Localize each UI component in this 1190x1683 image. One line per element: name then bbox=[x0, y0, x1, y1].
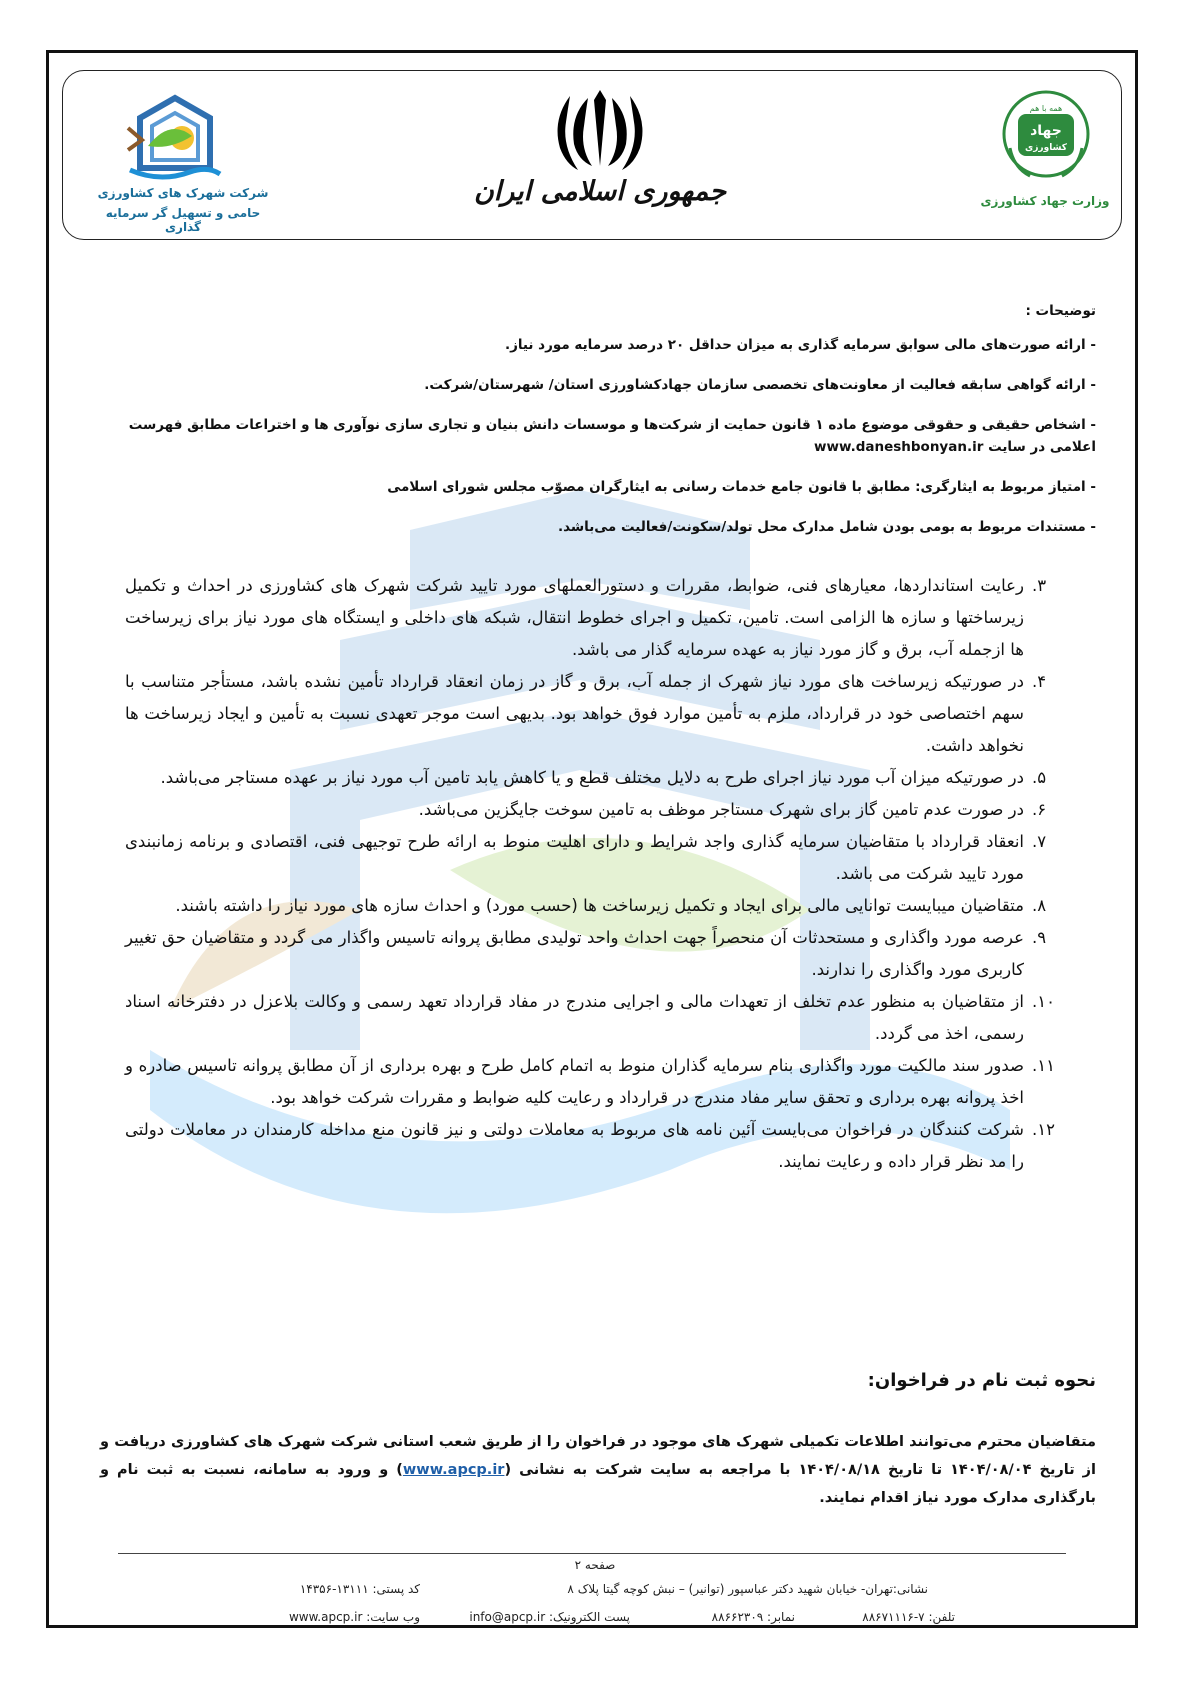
list-item bbox=[125, 922, 1080, 986]
item-text: انعقاد قرارداد با متقاضیان سرمایه گذاری واجد شرایط و دارای اهلیت منوط به ارائه طرح توجیهی فنی، اقتصادی و برنامه زمانبندی مورد تایید شرکت می باشد. bbox=[125, 832, 1024, 883]
notes-line: - امتیاز مربوط به ایثارگری: مطابق با قانون جامع خدمات رسانی به ایثارگران مصوّب مجلس شورای اسلامی bbox=[387, 479, 1096, 495]
svg-text:همه با هم: همه با هم bbox=[1029, 104, 1063, 113]
notes-line: - ارائه گواهی سابقه فعالیت از معاونت‌های تخصصی سازمان جهادکشاورزی استان/ شهرستان/شرکت. bbox=[424, 377, 1096, 393]
right-org-name: وزارت جهاد کشاورزی bbox=[980, 194, 1110, 208]
footer-phone: تلفن: ۷-۸۸۶۷۱۱۱۶ bbox=[862, 1610, 955, 1624]
item-text: شرکت کنندگان در فراخوان می‌بایست آئین نامه های مربوط به معاملات دولتی و نیز قانون منع مداخله کارمندان در معاملات دولتی را مد نظر قرار داده و رعایت نمایند. bbox=[125, 1120, 1024, 1171]
registration-heading: نحوه ثبت نام در فراخوان: bbox=[867, 1370, 1096, 1391]
svg-text:جهاد: جهاد bbox=[1030, 123, 1062, 139]
registration-text bbox=[100, 1428, 1096, 1512]
notes-line: - اشخاص حقیقی و حقوقی موضوع ماده ۱ قانون حمایت از شرکت‌ها و موسسات دانش بنیان و تجاری سازی نوآوری ها و اختراعات مطابق فهرست اعلامی در سایت www.daneshbonyan.ir bbox=[128, 417, 1096, 455]
notes-line: - ارائه صورت‌های مالی سوابق سرمایه گذاری به میزان حداقل ۲۰ درصد سرمایه مورد نیاز. bbox=[504, 337, 1096, 353]
iran-emblem-icon bbox=[548, 86, 652, 174]
item-text: عرصه مورد واگذاری و مستحدثات آن منحصراً جهت احداث واحد تولیدی مطابق پروانه تاسیس واگذار می گردد و متقاضیان حق تغییر کاربری مورد واگذاری را ندارند. bbox=[125, 928, 1024, 979]
page-number: صفحه ۲ bbox=[574, 1558, 616, 1572]
item-number: ۱۰. bbox=[1032, 992, 1055, 1011]
item-text: صدور سند مالکیت مورد واگذاری بنام سرمایه گذاران منوط به اتمام کامل طرح و بهره برداری از آن مطابق پروانه تاسیس صادره و اخذ پروانه بهره برداری و تحقق سایر مفاد مندرج در قرارداد و رعایت کلیه ضوابط و مقررات شرکت خواهد بود. bbox=[125, 1056, 1024, 1107]
item-text: متقاضیان میبایست توانایی مالی برای ایجاد و تکمیل زیرساخت ها (حسب مورد) و احداث سازه های مورد نیاز را داشته باشند. bbox=[175, 896, 1024, 915]
notes-heading: توضیحات : bbox=[1025, 303, 1096, 319]
item-number: ۶. bbox=[1032, 800, 1047, 819]
list-item bbox=[125, 1050, 1080, 1114]
footer-divider bbox=[118, 1553, 1066, 1554]
registration-text-end: ) و ورود به سامانه، نسبت به ثبت نام و بارگذاری مدارک مورد نیاز اقدام نمایند. bbox=[100, 1462, 1096, 1506]
item-number: ۱۲. bbox=[1032, 1120, 1055, 1139]
svg-text:کشاورزی: کشاورزی bbox=[1025, 143, 1067, 153]
website-link[interactable]: www.apcp.ir bbox=[402, 1462, 505, 1478]
item-text: رعایت استانداردها، معیارهای فنی، ضوابط، مقررات و دستورالعملهای مورد تایید شرکت شهرک های کشاورزی در احداث و تکمیل زیرساختها و سازه ها الزامی است. تامین، تکمیل و اجرای خطوط انتقال، شبکه های داخلی و ایستگاه های مورد نیاز برای زیرساخت ها ازجمله آب، برق و گاز مورد نیاز به عهده سرمایه گذار می باشد. bbox=[125, 576, 1024, 659]
agricultural-parks-logo-icon bbox=[120, 88, 230, 183]
list-item bbox=[125, 826, 1080, 890]
item-text: در صورتیکه میزان آب مورد نیاز اجرای طرح به دلایل مختلف قطع و یا کاهش یابد تامین آب مورد نیاز بر عهده مستاجر می‌باشد. bbox=[160, 768, 1024, 787]
item-number: ۹. bbox=[1032, 928, 1047, 947]
footer-address: نشانی:تهران- خیابان شهید دکتر عباسپور (توانیر) – نبش کوچه گیتا پلاک ۸ bbox=[567, 1582, 928, 1596]
registration-text-start: متقاضیان محترم می‌توانند اطلاعات تکمیلی شهرک های موجود در فراخوان را از طریق شعب استانی شرکت شهرک های کشاورزی دریافت و از تاریخ ۱۴۰۴/۰۸/۰۴ تا تاریخ ۱۴۰۴/۰۸/۱۸ با مراجعه به سایت شرکت به نشانی ( bbox=[100, 1434, 1097, 1478]
footer-postal-code: کد پستی: ۱۳۱۱۱-۱۴۳۵۶ bbox=[299, 1582, 420, 1596]
list-item bbox=[125, 1114, 1080, 1178]
jahad-keshavarzi-logo-icon bbox=[1000, 88, 1092, 183]
footer-email[interactable]: پست الکترونیک: info@apcp.ir bbox=[469, 1610, 630, 1624]
notes-line: - مستندات مربوط به بومی بودن شامل مدارک محل تولد/سکونت/فعالیت می‌باشد. bbox=[557, 519, 1096, 535]
left-org-name-line2: حامی و تسهیل گر سرمایه گذاری bbox=[105, 206, 261, 234]
list-item bbox=[125, 570, 1080, 666]
list-item bbox=[125, 890, 1080, 922]
footer-fax: نمابر: ۸۸۶۶۲۳۰۹ bbox=[711, 1610, 795, 1624]
conditions-list bbox=[125, 570, 1080, 1178]
item-number: ۳. bbox=[1032, 576, 1047, 595]
notes-section bbox=[100, 300, 1096, 556]
iran-republic-title: جمهوری اسلامی ایران bbox=[473, 176, 727, 207]
item-text: در صورت عدم تامین گاز برای شهرک مستاجر موظف به تامین سوخت جایگزین می‌باشد. bbox=[418, 800, 1024, 819]
list-item bbox=[125, 762, 1080, 794]
list-item bbox=[125, 794, 1080, 826]
item-number: ۸. bbox=[1032, 896, 1047, 915]
item-text: در صورتیکه زیرساخت های مورد نیاز شهرک از جمله آب، برق و گاز در زمان انعقاد قرارداد تأمین نشده باشد، مستأجر متناسب با سهم اختصاصی خود در قرارداد، ملزم به تأمین موارد فوق خواهد بود. بدیهی است موجر تعهدی نسبت به تأمین و ایجاد زیرساخت ها نخواهد داشت. bbox=[125, 672, 1024, 755]
item-number: ۴. bbox=[1032, 672, 1047, 691]
item-text: از متقاضیان به منظور عدم تخلف از تعهدات مالی و اجرایی مندرج در مفاد قرارداد تعهد رسمی و وکالت بلاعزل در دفترخانه اسناد رسمی، اخذ می گردد. bbox=[125, 992, 1024, 1043]
left-org-name-line1: شرکت شهرک های کشاورزی bbox=[97, 186, 269, 200]
item-number: ۱۱. bbox=[1032, 1056, 1055, 1075]
item-number: ۵. bbox=[1032, 768, 1047, 787]
list-item bbox=[125, 986, 1080, 1050]
footer-website[interactable]: وب سایت: www.apcp.ir bbox=[288, 1610, 420, 1624]
item-number: ۷. bbox=[1032, 832, 1047, 851]
list-item bbox=[125, 666, 1080, 762]
